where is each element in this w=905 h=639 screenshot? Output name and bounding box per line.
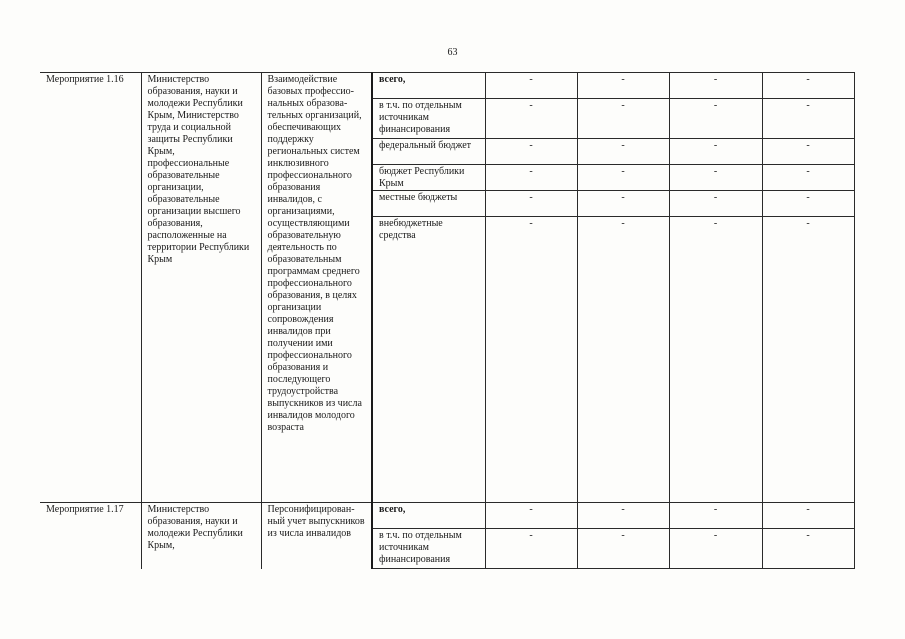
source-label: всего, (372, 73, 485, 99)
financing-table (40, 72, 855, 569)
value-cell: - (485, 73, 577, 99)
value-cell: - (485, 139, 577, 165)
value-cell: - (577, 139, 669, 165)
source-label: внебюджетные средства (372, 217, 485, 503)
value-cell: - (762, 503, 854, 529)
value-cell: - (669, 99, 762, 139)
value-cell: - (485, 191, 577, 217)
value-cell: - (485, 529, 577, 569)
source-label: бюджет Республики Крым (372, 165, 485, 191)
source-label: в т.ч. по отдельным источникам финансирования (372, 529, 485, 569)
value-cell: - (669, 503, 762, 529)
value-cell: - (762, 165, 854, 191)
table-row (40, 73, 854, 99)
value-cell: - (762, 73, 854, 99)
executor-cell: Министерство образования, науки и молодежи Республики Крым, (141, 503, 261, 569)
value-cell: - (577, 99, 669, 139)
source-label: всего, (372, 503, 485, 529)
value-cell: - (485, 165, 577, 191)
value-cell: - (762, 99, 854, 139)
value-cell: - (669, 165, 762, 191)
source-label: в т.ч. по отдельным источникам финансирования (372, 99, 485, 139)
value-cell: - (669, 217, 762, 503)
value-cell: - (762, 191, 854, 217)
measure-cell: Мероприятие 1.17 (40, 503, 141, 569)
value-cell: - (577, 73, 669, 99)
value-cell: - (669, 191, 762, 217)
source-label: федеральный бюджет (372, 139, 485, 165)
value-cell: - (577, 217, 669, 503)
value-cell: - (485, 217, 577, 503)
description-cell: Персонифицирован-ный учет выпускников из числа инвалидов (261, 503, 372, 569)
value-cell: - (577, 529, 669, 569)
value-cell: - (577, 503, 669, 529)
value-cell: - (485, 99, 577, 139)
value-cell: - (762, 139, 854, 165)
value-cell: - (669, 73, 762, 99)
value-cell: - (762, 529, 854, 569)
page-number: 63 (447, 47, 458, 58)
measure-cell: Мероприятие 1.16 (40, 73, 141, 503)
table-row (40, 503, 854, 529)
value-cell: - (577, 165, 669, 191)
description-cell: Взаимодействие базовых профессио-нальных образова-тельных организаций, обеспечивающих поддержку региональных систем инклюзивного профессионального образования инвалидов, с организациями, осуществляющими образовательную деятельность по образовательным программам среднего профессионального образования, в целях организации сопровождения инвалидов при получении ими профессионального образования и последующего трудоустройства выпускников из числа инвалидов молодого возраста (261, 73, 372, 503)
value-cell: - (485, 503, 577, 529)
value-cell: - (669, 139, 762, 165)
value-cell: - (762, 217, 854, 503)
executor-cell: Министерство образования, науки и молодежи Республики Крым, Министерство труда и социальной защиты Республики Крым, профессиональные образовательные организации, образовательные организации высшего образования, расположенные на территории Республики Крым (141, 73, 261, 503)
value-cell: - (669, 529, 762, 569)
source-label: местные бюджеты (372, 191, 485, 217)
value-cell: - (577, 191, 669, 217)
